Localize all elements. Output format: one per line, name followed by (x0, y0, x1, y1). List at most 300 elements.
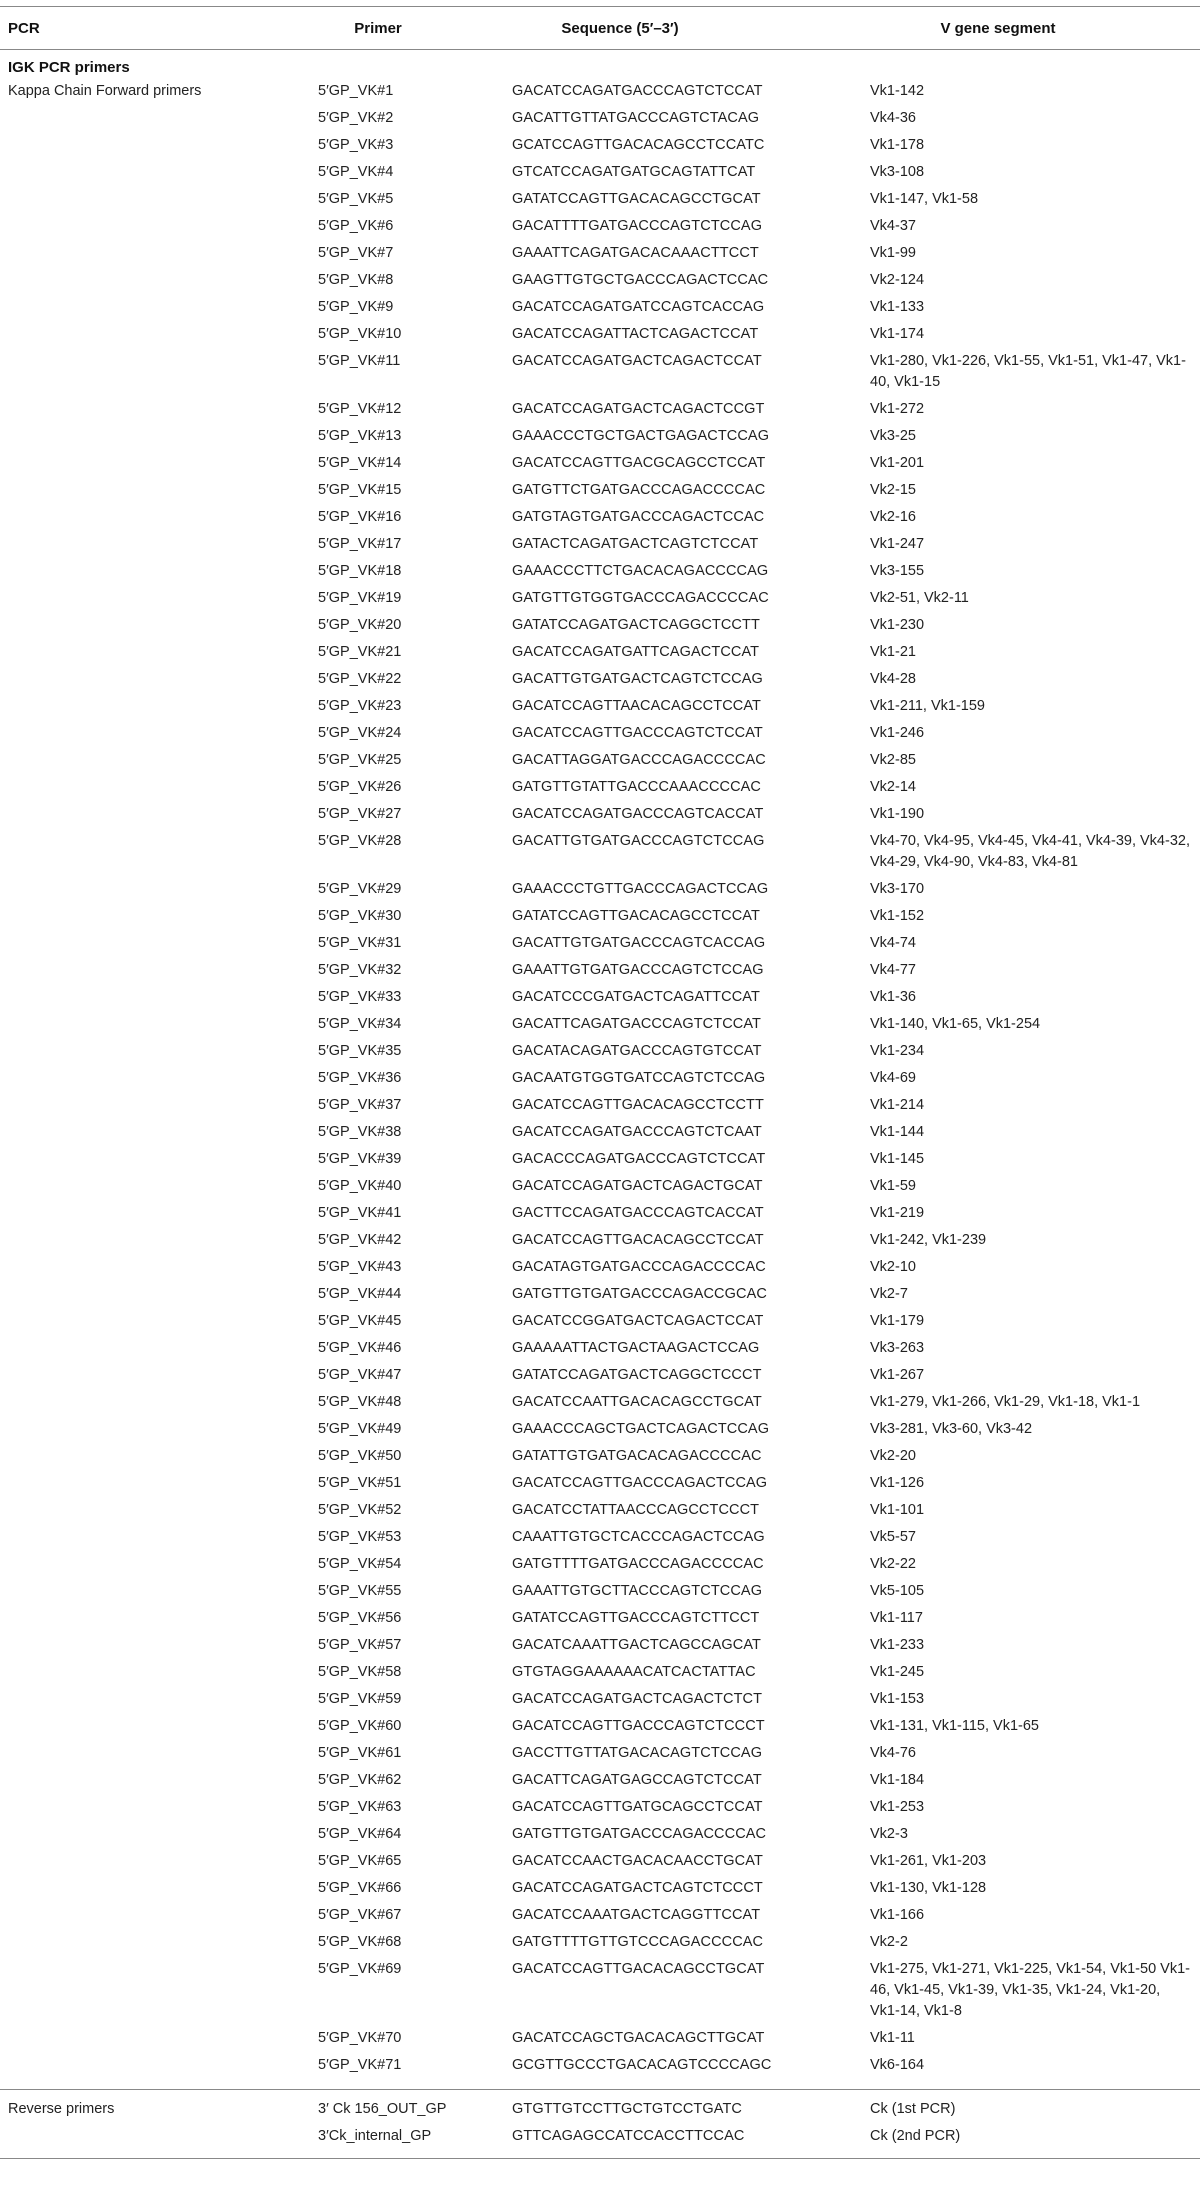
primer-name: 5′GP_VK#44 (318, 1286, 402, 1302)
primer-name: 5′GP_VK#7 (318, 245, 394, 261)
v-gene-segment: Vk1-242, Vk1-239 (870, 1232, 987, 1248)
v-gene-segment: Vk1-131, Vk1-115, Vk1-65 (870, 1718, 1039, 1734)
v-gene-segment: Vk1-261, Vk1-203 (870, 1853, 987, 1869)
v-gene-segment: Vk2-124 (870, 272, 925, 288)
primer-name: 5′GP_VK#47 (318, 1367, 402, 1383)
table-row (0, 1767, 1200, 1794)
v-gene-segment: Vk1-117 (870, 1610, 923, 1626)
primer-name: 5′GP_VK#50 (318, 1448, 402, 1464)
v-gene-segment: Vk1-144 (870, 1124, 925, 1140)
primer-name: 5′GP_VK#49 (318, 1421, 402, 1437)
table-row (0, 930, 1200, 957)
primer-name: 5′GP_VK#41 (318, 1205, 402, 1221)
primer-sequence: GACATCCAGTTGATGCAGCCTCCAT (512, 1799, 763, 1815)
header-sequence: Sequence (5′–3′) (561, 20, 679, 37)
table-row (0, 78, 1200, 105)
v-gene-segment: Vk1-133 (870, 299, 925, 315)
primer-sequence: GAAACCCAGCTGACTCAGACTCCAG (512, 1421, 770, 1437)
table-row (0, 348, 1200, 396)
table-row (0, 2025, 1200, 2052)
primer-sequence: GTCATCCAGATGATGCAGTATTCAT (512, 164, 756, 180)
primer-name: 5′GP_VK#70 (318, 2030, 402, 2046)
table-row (0, 159, 1200, 186)
v-gene-segment: Vk1-184 (870, 1772, 925, 1788)
primer-name: 5′GP_VK#68 (318, 1934, 402, 1950)
v-gene-segment: Vk2-14 (870, 779, 916, 795)
table-row (0, 1443, 1200, 1470)
primer-sequence: GATGTTTTGATGACCCAGACCCCAC (512, 1556, 764, 1572)
v-gene-segment: Vk2-15 (870, 482, 916, 498)
primer-sequence: GAAATTGTGCTTACCCAGTCTCCAG (512, 1583, 763, 1599)
v-gene-segment: Vk6-164 (870, 2057, 925, 2073)
v-gene-segment: Vk1-153 (870, 1691, 925, 1707)
table-row (0, 213, 1200, 240)
v-gene-segment: Vk1-233 (870, 1637, 925, 1653)
v-gene-segment: Vk1-279, Vk1-266, Vk1-29, Vk1-18, Vk1-1 (870, 1394, 1141, 1410)
primer-sequence: GACATCCAGATGACCCAGTCTCAAT (512, 1124, 762, 1140)
section-title (0, 50, 1200, 78)
primer-sequence: GACACCCAGATGACCCAGTCTCCAT (512, 1151, 766, 1167)
primer-sequence: GACATCCAGATGACTCAGACTGCAT (512, 1178, 763, 1194)
primer-sequence: GACATCCAAATGACTCAGGTTCCAT (512, 1907, 761, 1923)
table-row (0, 876, 1200, 903)
v-gene-segment: Vk1-201 (870, 455, 925, 471)
primer-name: 5′GP_VK#36 (318, 1070, 402, 1086)
primer-name: 5′GP_VK#40 (318, 1178, 402, 1194)
v-gene-segment: Vk1-214 (870, 1097, 925, 1113)
primer-sequence: GATATCCAGTTGACACAGCCTGCAT (512, 191, 761, 207)
primer-sequence: GAAATTGTGATGACCCAGTCTCCAG (512, 962, 764, 978)
primer-name: 5′GP_VK#11 (318, 353, 401, 369)
primer-name: 5′GP_VK#29 (318, 881, 402, 897)
primer-name: 5′GP_VK#28 (318, 833, 402, 849)
primer-sequence: GATGTTGTGGTGACCCAGACCCCAC (512, 590, 769, 606)
primer-name: 5′GP_VK#34 (318, 1016, 402, 1032)
primer-name: 5′GP_VK#61 (318, 1745, 402, 1761)
v-gene-segment: Vk4-36 (870, 110, 916, 126)
v-gene-segment: Vk5-57 (870, 1529, 916, 1545)
table-row (0, 1119, 1200, 1146)
primer-sequence: GACATCCAGTTGACGCAGCCTCCAT (512, 455, 766, 471)
v-gene-segment: Vk1-246 (870, 725, 925, 741)
primer-name: 5′GP_VK#27 (318, 806, 402, 822)
table-row (0, 1929, 1200, 1956)
table-row (0, 1632, 1200, 1659)
primer-sequence: GACATCAAATTGACTCAGCCAGCAT (512, 1637, 762, 1653)
v-gene-segment: Vk2-85 (870, 752, 916, 768)
primer-sequence: GCATCCAGTTGACACAGCCTCCATC (512, 137, 765, 153)
table-row (0, 2123, 1200, 2150)
v-gene-segment: Vk3-155 (870, 563, 925, 579)
primer-name: 5′GP_VK#38 (318, 1124, 402, 1140)
table-row (0, 1794, 1200, 1821)
v-gene-segment: Vk2-22 (870, 1556, 916, 1572)
primer-sequence: GACATCCAGATTACTCAGACTCCAT (512, 326, 759, 342)
primer-name: 5′GP_VK#42 (318, 1232, 402, 1248)
primer-sequence: GAAACCCTGCTGACTGAGACTCCAG (512, 428, 770, 444)
table-row (0, 1740, 1200, 1767)
table-row (0, 1578, 1200, 1605)
primer-sequence: GACATCCAGTTGACACAGCCTCCAT (512, 1232, 764, 1248)
primer-sequence: GATATCCAGATGACTCAGGCTCCTT (512, 617, 760, 633)
table-row (0, 1362, 1200, 1389)
primer-name: 5′GP_VK#71 (318, 2057, 402, 2073)
primer-name: 5′GP_VK#51 (318, 1475, 402, 1491)
primer-name: 5′GP_VK#8 (318, 272, 394, 288)
primer-sequence: GTGTAGGAAAAAACATCACTATTAC (512, 1664, 756, 1680)
primer-name: 5′GP_VK#55 (318, 1583, 402, 1599)
primer-sequence: GACATCCAGCTGACACAGCTTGCAT (512, 2030, 765, 2046)
table-row (0, 828, 1200, 876)
primer-name: 5′GP_VK#45 (318, 1313, 402, 1329)
table-row (0, 1200, 1200, 1227)
table-row (0, 1551, 1200, 1578)
primer-sequence: GATGTTGTGATGACCCAGACCGCAC (512, 1286, 767, 1302)
primer-name: 5′GP_VK#57 (318, 1637, 402, 1653)
v-gene-segment: Vk3-263 (870, 1340, 925, 1356)
table-row (0, 1281, 1200, 1308)
table-row (0, 1956, 1200, 2025)
v-gene-segment: Vk1-140, Vk1-65, Vk1-254 (870, 1016, 1041, 1032)
v-gene-segment: Vk2-10 (870, 1259, 916, 1275)
table-row (0, 396, 1200, 423)
table-row (0, 1605, 1200, 1632)
table-row (0, 450, 1200, 477)
primer-sequence: GACATCCAGATGACCCAGTCTCCAT (512, 83, 763, 99)
primer-sequence: GACATCCAGATGACTCAGACTCCAT (512, 353, 762, 369)
v-gene-segment: Vk3-108 (870, 164, 925, 180)
primer-sequence: GACATCCAGTTGACCCAGTCTCCCT (512, 1718, 765, 1734)
table-row (0, 720, 1200, 747)
bottom-rule (0, 2158, 1200, 2159)
v-gene-segment: Vk1-21 (870, 644, 916, 660)
v-gene-segment: Vk1-280, Vk1-226, Vk1-55, Vk1-51, Vk1-47, Vk1-40, Vk1-15 (870, 353, 1186, 390)
table-row (0, 1335, 1200, 1362)
table-row (0, 747, 1200, 774)
primer-sequence: GATGTTTTGTTGTCCCAGACCCCAC (512, 1934, 764, 1950)
primer-sequence: GACATCCTATTAACCCAGCCTCCCT (512, 1502, 760, 1518)
v-gene-segment: Vk1-126 (870, 1475, 925, 1491)
table-row (0, 132, 1200, 159)
table-row (0, 267, 1200, 294)
primer-name: 5′GP_VK#52 (318, 1502, 402, 1518)
table-row (0, 666, 1200, 693)
primer-name: 5′GP_VK#13 (318, 428, 402, 444)
table-row (0, 1659, 1200, 1686)
v-gene-segment: Vk1-275, Vk1-271, Vk1-225, Vk1-54, Vk1-50 Vk1-46, Vk1-45, Vk1-39, Vk1-35, Vk1-24, Vk1-20, Vk1-14, Vk1-8 (870, 1961, 1190, 2019)
primer-sequence: GACATCCAGATGATCCAGTCACCAG (512, 299, 765, 315)
table-row (0, 105, 1200, 132)
primer-name: 5′GP_VK#67 (318, 1907, 402, 1923)
primer-name: 5′GP_VK#17 (318, 536, 402, 552)
primer-sequence: GACATTGTGATGACCCAGTCTCCAG (512, 833, 765, 849)
table-row (0, 294, 1200, 321)
primer-sequence: GACATCCAACTGACACAACCTGCAT (512, 1853, 763, 1869)
table-header (0, 7, 1200, 49)
table-row (0, 1389, 1200, 1416)
v-gene-segment: Vk3-281, Vk3-60, Vk3-42 (870, 1421, 1033, 1437)
table-row (0, 1092, 1200, 1119)
table-row (0, 903, 1200, 930)
v-gene-segment: Vk1-211, Vk1-159 (870, 698, 985, 714)
table-row (0, 1497, 1200, 1524)
primer-sequence: GTGTTGTCCTTGCTGTCCTGATC (512, 2101, 742, 2117)
primer-name: 5′GP_VK#32 (318, 962, 402, 978)
primer-sequence: GACATACAGATGACCCAGTGTCCAT (512, 1043, 762, 1059)
table-row (0, 693, 1200, 720)
primer-sequence: GATACTCAGATGACTCAGTCTCCAT (512, 536, 759, 552)
primer-name: 5′GP_VK#4 (318, 164, 394, 180)
primer-name: 5′GP_VK#56 (318, 1610, 402, 1626)
v-gene-segment: Vk4-70, Vk4-95, Vk4-45, Vk4-41, Vk4-39, Vk4-32, Vk4-29, Vk4-90, Vk4-83, Vk4-81 (870, 833, 1190, 870)
primer-name: 5′GP_VK#3 (318, 137, 394, 153)
primer-sequence: GAAAAATTACTGACTAAGACTCCAG (512, 1340, 760, 1356)
primer-name: 3′Ck_internal_GP (318, 2128, 432, 2144)
table-row (0, 801, 1200, 828)
table-row (0, 558, 1200, 585)
primer-name: 5′GP_VK#59 (318, 1691, 402, 1707)
primer-name: 5′GP_VK#60 (318, 1718, 402, 1734)
primer-name: 5′GP_VK#37 (318, 1097, 402, 1113)
primer-sequence: GATATCCAGTTGACACAGCCTCCAT (512, 908, 760, 924)
table-row (0, 957, 1200, 984)
table-row (0, 423, 1200, 450)
primer-name: 5′GP_VK#16 (318, 509, 402, 525)
primer-name: 5′GP_VK#66 (318, 1880, 402, 1896)
reverse-primers-group (0, 2096, 1200, 2150)
v-gene-segment: Vk1-36 (870, 989, 916, 1005)
primer-sequence: GACATTCAGATGACCCAGTCTCCAT (512, 1016, 761, 1032)
primer-sequence: CAAATTGTGCTCACCCAGACTCCAG (512, 1529, 765, 1545)
table-row (0, 585, 1200, 612)
table-row (0, 1308, 1200, 1335)
v-gene-segment: Vk1-59 (870, 1178, 916, 1194)
v-gene-segment: Vk1-99 (870, 245, 916, 261)
v-gene-segment: Vk1-247 (870, 536, 925, 552)
table-row (0, 1254, 1200, 1281)
primer-sequence: GTTCAGAGCCATCCACCTTCCAC (512, 2128, 745, 2144)
primer-name: 5′GP_VK#20 (318, 617, 402, 633)
primer-name: 5′GP_VK#1 (318, 83, 394, 99)
primer-name: 5′GP_VK#26 (318, 779, 402, 795)
v-gene-segment: Vk1-130, Vk1-128 (870, 1880, 987, 1896)
primer-sequence: GATATCCAGTTGACCCAGTCTTCCT (512, 1610, 760, 1626)
primer-sequence: GACATCCAGATGACTCAGACTCCGT (512, 401, 765, 417)
table-row (0, 1875, 1200, 1902)
table-row (0, 1146, 1200, 1173)
v-gene-segment: Vk2-7 (870, 1286, 908, 1302)
primer-sequence: GACATCCAGTTAACACAGCCTCCAT (512, 698, 762, 714)
v-gene-segment: Vk1-230 (870, 617, 925, 633)
v-gene-segment: Vk4-28 (870, 671, 916, 687)
v-gene-segment: Vk1-234 (870, 1043, 925, 1059)
table-row (0, 984, 1200, 1011)
v-gene-segment: Vk3-25 (870, 428, 916, 444)
primer-name: 5′GP_VK#54 (318, 1556, 402, 1572)
primer-sequence: GACATCCAGATGATTCAGACTCCAT (512, 644, 760, 660)
primer-sequence: GAAACCCTTCTGACACAGACCCCAG (512, 563, 769, 579)
v-gene-segment: Vk1-190 (870, 806, 925, 822)
table-row (0, 1416, 1200, 1443)
table-row (0, 1686, 1200, 1713)
primer-sequence: GACATTGTTATGACCCAGTCTACAG (512, 110, 760, 126)
v-gene-segment: Vk1-219 (870, 1205, 925, 1221)
primer-name: 5′GP_VK#31 (318, 935, 402, 951)
primer-sequence: GACATCCAGATGACCCAGTCACCAT (512, 806, 764, 822)
table-row (0, 639, 1200, 666)
primer-name: 5′GP_VK#10 (318, 326, 402, 342)
header-vgene: V gene segment (940, 20, 1056, 37)
primer-sequence: GACATCCCGATGACTCAGATTCCAT (512, 989, 760, 1005)
primer-name: 5′GP_VK#39 (318, 1151, 402, 1167)
table-row (0, 774, 1200, 801)
v-gene-segment: Vk2-51, Vk2-11 (870, 590, 969, 606)
primer-name: 5′GP_VK#24 (318, 725, 402, 741)
primer-name: 5′GP_VK#58 (318, 1664, 402, 1680)
v-gene-segment: Vk1-267 (870, 1367, 925, 1383)
primer-name: 5′GP_VK#9 (318, 299, 394, 315)
primer-name: 5′GP_VK#19 (318, 590, 402, 606)
v-gene-segment: Vk1-166 (870, 1907, 925, 1923)
v-gene-segment: Vk3-170 (870, 881, 925, 897)
primer-sequence: GACATCCGGATGACTCAGACTCCAT (512, 1313, 764, 1329)
primer-name: 5′GP_VK#12 (318, 401, 402, 417)
v-gene-segment: Vk1-245 (870, 1664, 925, 1680)
primer-sequence: GACATTAGGATGACCCAGACCCCAC (512, 752, 766, 768)
table-row (0, 477, 1200, 504)
primer-sequence: GACTTCCAGATGACCCAGTCACCAT (512, 1205, 764, 1221)
v-gene-segment: Vk4-37 (870, 218, 916, 234)
primer-name: 5′GP_VK#15 (318, 482, 402, 498)
primer-sequence: GATATTGTGATGACACAGACCCCAC (512, 1448, 762, 1464)
primer-name: 5′GP_VK#2 (318, 110, 394, 126)
table-row (0, 321, 1200, 348)
primer-sequence: GACATTCAGATGAGCCAGTCTCCAT (512, 1772, 762, 1788)
table-row (0, 1470, 1200, 1497)
v-gene-segment: Vk2-3 (870, 1826, 908, 1842)
primer-name: 5′GP_VK#30 (318, 908, 402, 924)
primer-name: 5′GP_VK#46 (318, 1340, 402, 1356)
table-row (0, 504, 1200, 531)
primer-sequence: GAAATTCAGATGACACAAACTTCCT (512, 245, 759, 261)
primer-sequence: GATGTTGTATTGACCCAAACCCCAC (512, 779, 761, 795)
primer-sequence: GACATAGTGATGACCCAGACCCCAC (512, 1259, 766, 1275)
v-gene-segment: Vk1-174 (870, 326, 925, 342)
table-row (0, 2096, 1200, 2123)
primer-name: 5′GP_VK#43 (318, 1259, 402, 1275)
v-gene-segment: Vk4-74 (870, 935, 916, 951)
group-label: Kappa Chain Forward primers (8, 83, 202, 99)
v-gene-segment: Vk2-20 (870, 1448, 916, 1464)
primer-table (0, 6, 1200, 2159)
v-gene-segment: Vk1-179 (870, 1313, 925, 1329)
table-row (0, 186, 1200, 213)
v-gene-segment: Vk5-105 (870, 1583, 925, 1599)
table-row (0, 240, 1200, 267)
v-gene-segment: Vk1-147, Vk1-58 (870, 191, 979, 207)
table-row (0, 1902, 1200, 1929)
table-row (0, 612, 1200, 639)
table-row (0, 1821, 1200, 1848)
primer-name: 5′GP_VK#53 (318, 1529, 402, 1545)
primer-sequence: GACATTGTGATGACTCAGTCTCCAG (512, 671, 763, 687)
primer-name: 5′GP_VK#25 (318, 752, 402, 768)
v-gene-segment: Vk1-152 (870, 908, 925, 924)
v-gene-segment: Vk1-253 (870, 1799, 925, 1815)
group-label: Reverse primers (8, 2101, 115, 2117)
table-row (0, 1065, 1200, 1092)
primer-name: 5′GP_VK#21 (318, 644, 402, 660)
primer-sequence: GATATCCAGATGACTCAGGCTCCCT (512, 1367, 762, 1383)
primer-name: 5′GP_VK#69 (318, 1961, 402, 1977)
table-row (0, 1524, 1200, 1551)
v-gene-segment: Vk2-16 (870, 509, 916, 525)
primer-sequence: GACATCCAGTTGACCCAGTCTCCAT (512, 725, 763, 741)
v-gene-segment: Vk4-69 (870, 1070, 916, 1086)
primer-name: 5′GP_VK#22 (318, 671, 402, 687)
primer-sequence: GACATCCAGATGACTCAGTCTCCCT (512, 1880, 763, 1896)
primer-sequence: GAAACCCTGTTGACCCAGACTCCAG (512, 881, 769, 897)
primer-name: 5′GP_VK#23 (318, 698, 402, 714)
primer-sequence: GATGTTCTGATGACCCAGACCCCAC (512, 482, 766, 498)
primer-name: 5′GP_VK#62 (318, 1772, 402, 1788)
primer-name: 5′GP_VK#18 (318, 563, 402, 579)
primer-sequence: GACCTTGTTATGACACAGTCTCCAG (512, 1745, 763, 1761)
primer-sequence: GACATCCAATTGACACAGCCTGCAT (512, 1394, 762, 1410)
primer-sequence: GACATCCAGTTGACACAGCCTCCTT (512, 1097, 764, 1113)
forward-primers-group (0, 78, 1200, 2079)
v-gene-segment: Vk4-76 (870, 1745, 916, 1761)
primer-sequence: GATGTTGTGATGACCCAGACCCCAC (512, 1826, 767, 1842)
v-gene-segment: Vk1-142 (870, 83, 925, 99)
table-row (0, 1038, 1200, 1065)
table-row (0, 2052, 1200, 2079)
table-row (0, 1011, 1200, 1038)
primer-sequence: GCGTTGCCCTGACACAGTCCCCAGC (512, 2057, 772, 2073)
v-gene-segment: Ck (2nd PCR) (870, 2128, 961, 2144)
primer-sequence: GACATCCAGTTGACCCAGACTCCAG (512, 1475, 768, 1491)
primer-sequence: GACAATGTGGTGATCCAGTCTCCAG (512, 1070, 766, 1086)
table-row (0, 1173, 1200, 1200)
table-row (0, 1227, 1200, 1254)
header-pcr: PCR (8, 20, 40, 37)
primer-name: 5′GP_VK#5 (318, 191, 394, 207)
primer-sequence: GACATTGTGATGACCCAGTCACCAG (512, 935, 766, 951)
table-row (0, 531, 1200, 558)
table-row (0, 1848, 1200, 1875)
primer-name: 5′GP_VK#6 (318, 218, 394, 234)
primer-name: 5′GP_VK#64 (318, 1826, 402, 1842)
header-primer: Primer (354, 20, 402, 37)
v-gene-segment: Vk1-272 (870, 401, 925, 417)
primer-name: 5′GP_VK#63 (318, 1799, 402, 1815)
v-gene-segment: Vk4-77 (870, 962, 916, 978)
primer-sequence: GACATCCAGATGACTCAGACTCTCT (512, 1691, 763, 1707)
primer-sequence: GACATTTTGATGACCCAGTCTCCAG (512, 218, 763, 234)
primer-name: 5′GP_VK#65 (318, 1853, 402, 1869)
v-gene-segment: Vk1-11 (870, 2030, 915, 2046)
primer-name: 5′GP_VK#48 (318, 1394, 402, 1410)
v-gene-segment: Vk1-101 (870, 1502, 925, 1518)
primer-name: 5′GP_VK#14 (318, 455, 402, 471)
primer-sequence: GATGTAGTGATGACCCAGACTCCAC (512, 509, 765, 525)
section-title-text: IGK PCR primers (8, 59, 130, 76)
primer-name: 5′GP_VK#35 (318, 1043, 402, 1059)
v-gene-segment: Ck (1st PCR) (870, 2101, 956, 2117)
v-gene-segment: Vk1-145 (870, 1151, 925, 1167)
primer-name: 3′ Ck 156_OUT_GP (318, 2101, 447, 2117)
primer-sequence: GACATCCAGTTGACACAGCCTGCAT (512, 1961, 765, 1977)
